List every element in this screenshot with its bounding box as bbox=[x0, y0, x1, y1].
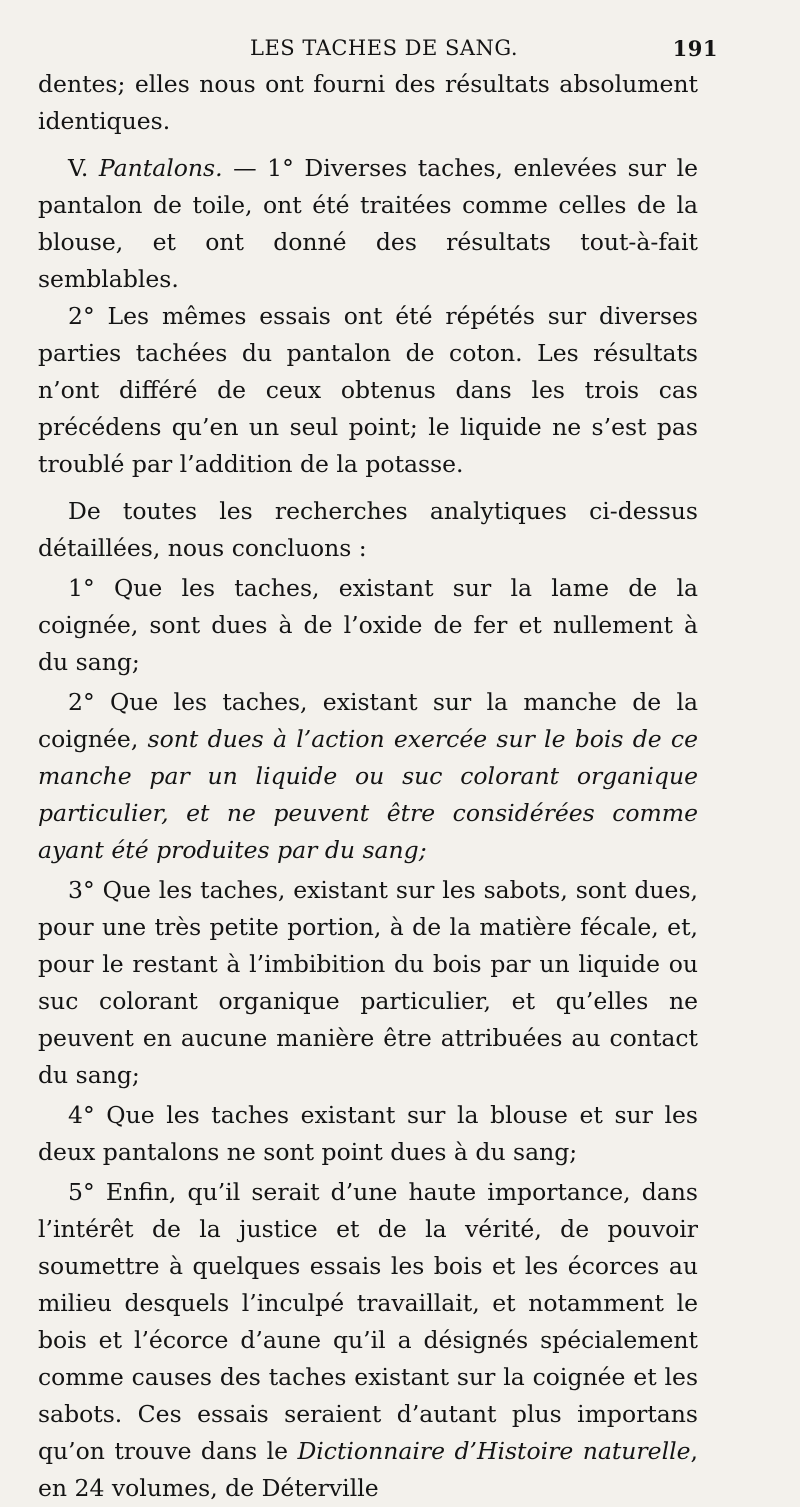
paragraph-text: 2° Les mêmes essais ont été répétés sur diverses parties tachées du pantalon de coton. Les résultats n’ont différé de ceux obtenus dans les trois cas précédens qu’en un seul point; le liquide ne s’est pas troublé par l’addition de la potasse. bbox=[38, 302, 698, 478]
running-title: LES TACHES DE SANG. bbox=[250, 36, 519, 60]
paragraph-text: 5° Enfin, qu’il serait d’une haute importance, dans l’intérêt de la justice et de la vérité, de pouvoir soumettre à quelques essais les bois et les écorces au milieu desquels l’inculpé travaillait, et notamment le bois et l’écorce d’aune qu’il a désignés spécialement comme causes des taches existant sur la coignée et les sabots. Ces essais seraient d’autant plus importans qu’on trouve dans le bbox=[38, 1178, 698, 1465]
body-text bbox=[38, 66, 698, 1507]
section-number: V. bbox=[68, 154, 99, 182]
conclusion-item-3 bbox=[38, 872, 698, 1094]
paragraph-text: 1° Que les taches, existant sur la lame de la coignée, sont dues à de l’oxide de fer et nullement à du sang; bbox=[38, 574, 698, 676]
page-number: 191 bbox=[672, 36, 718, 61]
conclusion-item-1 bbox=[38, 570, 698, 681]
page-header bbox=[38, 30, 718, 70]
paragraph-point-2 bbox=[38, 298, 698, 483]
conclusion-item-4 bbox=[38, 1097, 698, 1171]
paragraph-continuation bbox=[38, 66, 698, 140]
paragraph-italic-text: sont dues à l’action exercée sur le bois de ce manche par un liquide ou suc colorant organique particulier, et ne peuvent être considérées comme ayant été produites par du sang; bbox=[38, 725, 698, 864]
paragraph-text: 3° Que les taches, existant sur les sabots, sont dues, pour une très petite portion, à de la matière fécale, et, pour le restant à l’imbibition du bois par un liquide ou suc colorant organique particulier, et qu’elles ne peuvent en aucune manière être attribuées au contact du sang; bbox=[38, 876, 698, 1089]
book-title-italic: Dictionnaire d’Histoire naturelle bbox=[297, 1437, 691, 1465]
paragraph-pantalons bbox=[38, 150, 698, 298]
paragraph-text: 4° Que les taches existant sur la blouse et sur les deux pantalons ne sont point dues à du sang; bbox=[38, 1101, 698, 1166]
conclusion-item-5 bbox=[38, 1174, 698, 1507]
paragraph-text: De toutes les recherches analytiques ci-dessus détaillées, nous concluons : bbox=[38, 497, 698, 562]
conclusion-item-2 bbox=[38, 684, 698, 869]
paragraph-conclusion-intro bbox=[38, 493, 698, 567]
paragraph-text: dentes; elles nous ont fourni des résultats absolument identiques. bbox=[38, 70, 698, 135]
paragraph-text: 2° Que les taches, existant sur la manche de la coignée, bbox=[38, 688, 698, 753]
paragraph-text: — 1° Diverses taches, enlevées sur le pantalon de toile, ont été traitées comme celles de la blouse, et ont donné des résultats tout-à-fait semblables. bbox=[38, 154, 698, 293]
section-title: Pantalons. bbox=[98, 154, 223, 182]
paragraph-tail-text: , en 24 volumes, de Déterville bbox=[38, 1437, 698, 1502]
